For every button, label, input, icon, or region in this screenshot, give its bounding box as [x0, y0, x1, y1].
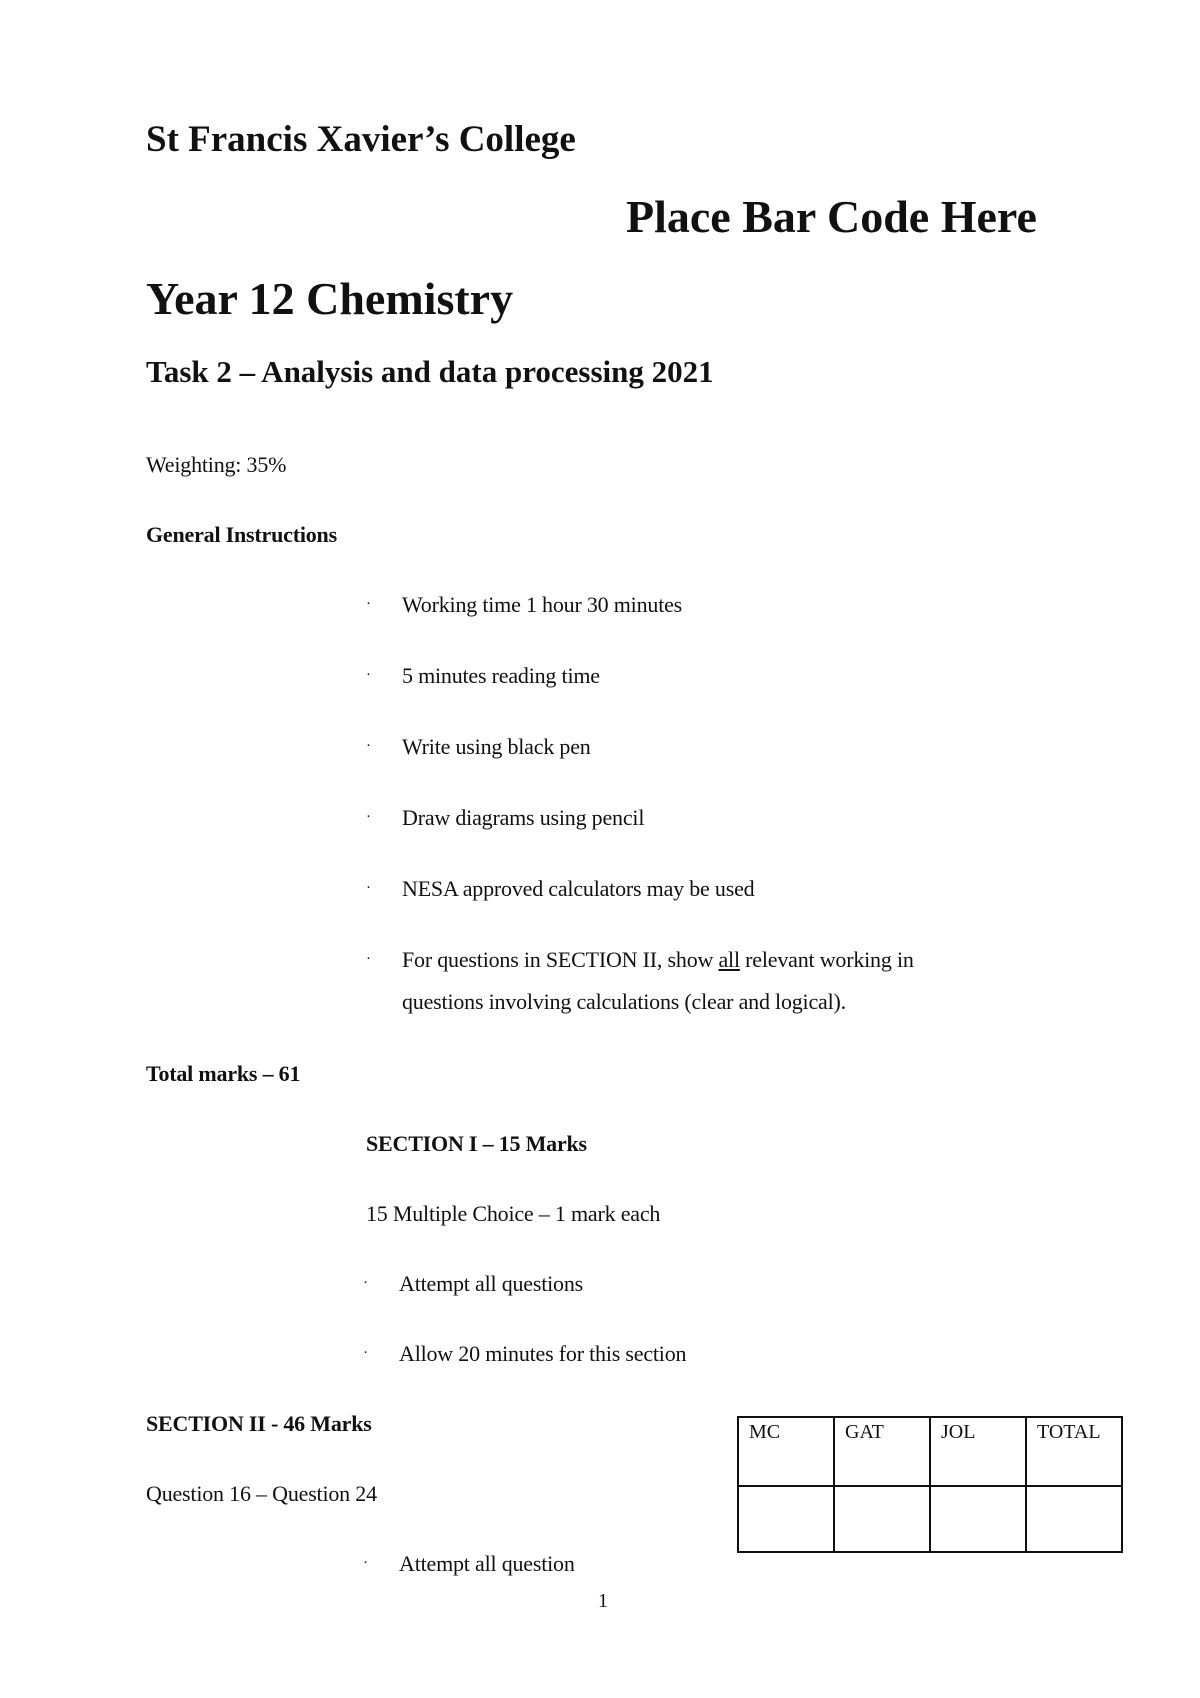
marks-header-jol: JOL: [930, 1417, 1026, 1486]
instruction-text: Write using black pen: [402, 734, 591, 759]
task-title: Task 2 – Analysis and data processing 2021: [146, 354, 714, 389]
instruction-text: NESA approved calculators may be used: [402, 876, 755, 901]
general-instructions-heading: General Instructions: [146, 522, 337, 547]
section2-heading: SECTION II - 46 Marks: [146, 1411, 372, 1436]
marks-table: [737, 1416, 1123, 1553]
total-marks: Total marks – 61: [146, 1061, 301, 1086]
weighting: Weighting: 35%: [146, 452, 287, 477]
bullet-icon: ·: [366, 880, 371, 896]
bullet-icon: ·: [366, 667, 371, 683]
bullet-icon: ·: [366, 951, 371, 967]
instruction-text: Working time 1 hour 30 minutes: [402, 592, 683, 617]
bullet-icon: ·: [366, 809, 371, 825]
section2-bullet-text: Attempt all question: [399, 1551, 575, 1576]
marks-header-total: TOTAL: [1026, 1417, 1122, 1486]
section1-description: 15 Multiple Choice – 1 mark each: [366, 1201, 661, 1226]
college-name: St Francis Xavier’s College: [146, 119, 576, 160]
section1-bullet-text: Allow 20 minutes for this section: [399, 1341, 687, 1366]
instruction-text: Draw diagrams using pencil: [402, 805, 645, 830]
marks-cell-gat: [834, 1486, 930, 1552]
section1-heading: SECTION I – 15 Marks: [366, 1131, 587, 1156]
marks-header-mc: MC: [738, 1417, 834, 1486]
section1-bullet-text: Attempt all questions: [399, 1271, 584, 1296]
page-number: 1: [598, 1590, 608, 1612]
subject-title: Year 12 Chemistry: [146, 273, 514, 324]
marks-cell-total: [1026, 1486, 1122, 1552]
table-row: [738, 1486, 1122, 1552]
marks-cell-mc: [738, 1486, 834, 1552]
marks-header-gat: GAT: [834, 1417, 930, 1486]
section2-description: Question 16 – Question 24: [146, 1481, 377, 1506]
bullet-icon: ·: [366, 596, 371, 612]
instruction-text-continued: questions involving calculations (clear and logical).: [402, 989, 846, 1014]
marks-cell-jol: [930, 1486, 1026, 1552]
bullet-icon: ·: [363, 1275, 368, 1291]
bullet-icon: ·: [363, 1345, 368, 1361]
emphasis-all: all: [718, 947, 740, 972]
bullet-icon: ·: [366, 738, 371, 754]
bullet-icon: ·: [363, 1555, 368, 1571]
table-row: [738, 1417, 1122, 1486]
barcode-placeholder: Place Bar Code Here: [626, 191, 1037, 242]
instruction-text: For questions in SECTION II, show all relevant working in: [402, 947, 914, 972]
instruction-text: 5 minutes reading time: [402, 663, 600, 688]
